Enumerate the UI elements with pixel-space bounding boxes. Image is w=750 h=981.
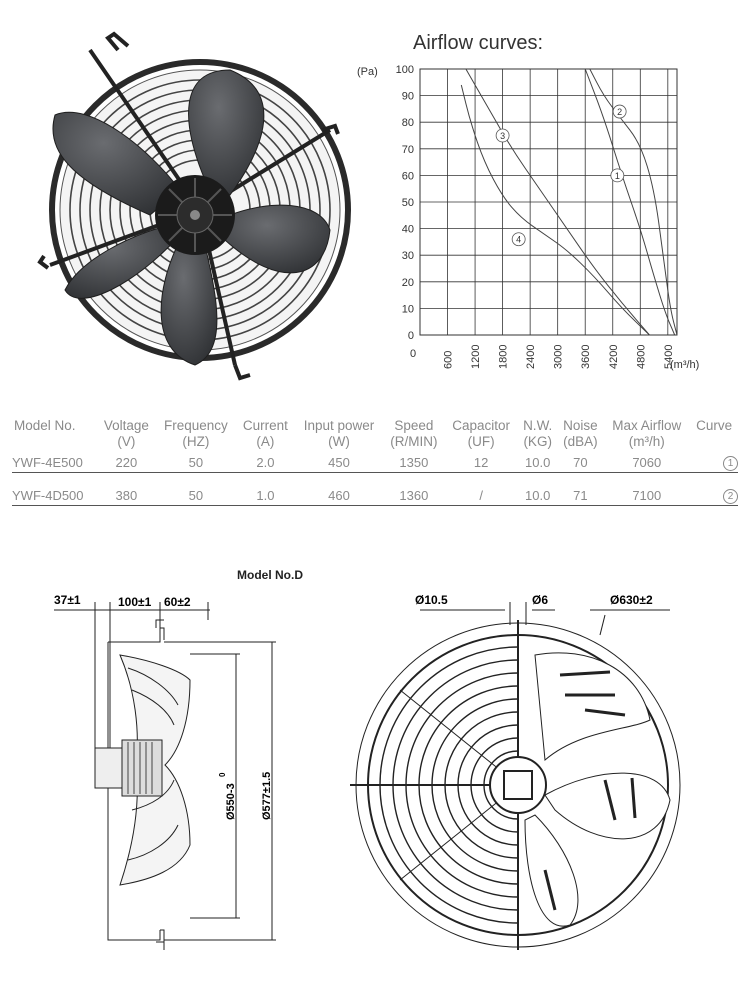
x-tick-label: 1800 xyxy=(497,344,510,369)
series-label-2: 2 xyxy=(617,107,623,118)
column-header-unit: (m³/h) xyxy=(628,434,665,449)
y-tick-label: 60 xyxy=(401,170,414,183)
column-header xyxy=(12,418,97,450)
column-header-name: Frequency xyxy=(164,418,228,433)
dim-550: Ø550-3 xyxy=(225,783,237,820)
x-tick-label: 3600 xyxy=(580,344,593,369)
y-axis-ticks xyxy=(396,64,414,342)
column-header-unit: (HZ) xyxy=(182,434,210,449)
column-header-unit: (W) xyxy=(328,434,350,449)
front-view-drawing xyxy=(340,580,700,965)
table-cell: 12 xyxy=(444,450,518,473)
column-header-name: Max Airflow xyxy=(612,418,682,433)
table-cell: / xyxy=(444,485,518,506)
column-header-unit: (V) xyxy=(117,434,136,449)
column-header-unit: (A) xyxy=(256,434,275,449)
series-label-3: 3 xyxy=(500,131,506,141)
spec-table xyxy=(12,418,738,506)
dim-6: Ø6 xyxy=(532,593,549,607)
y-axis-label: (Pa) xyxy=(357,66,378,78)
y-tick-label: 80 xyxy=(401,117,414,130)
table-cell: 50 xyxy=(156,485,237,506)
table-cell: 380 xyxy=(97,485,155,506)
column-header-name: Current xyxy=(242,418,288,433)
column-header-name: N.W. xyxy=(523,418,553,433)
y-tick-label: 90 xyxy=(401,90,414,103)
x-tick-label: 5400 xyxy=(662,344,675,369)
column-header-unit: (dBA) xyxy=(563,434,598,449)
column-header-name: Input power xyxy=(303,418,375,433)
column-header xyxy=(518,418,558,450)
y-tick-label: 100 xyxy=(395,64,414,76)
y-tick-label: 30 xyxy=(401,250,414,263)
column-header xyxy=(383,418,444,450)
column-header-unit: (KG) xyxy=(523,434,552,449)
y-tick-label: 70 xyxy=(401,143,414,156)
x-tick-label: 4800 xyxy=(635,344,648,369)
table-cell: 10.0 xyxy=(518,485,558,506)
table-cell: 7100 xyxy=(603,485,690,506)
model-label: Model No.D xyxy=(237,568,303,582)
column-header-unit: (UF) xyxy=(467,434,495,449)
x-tick-label: 600 xyxy=(442,350,455,369)
table-cell: 460 xyxy=(295,485,384,506)
table-cell: 70 xyxy=(557,450,603,473)
table-row xyxy=(12,485,738,506)
y-tick-label: 10 xyxy=(401,303,414,316)
x-tick-label: 3000 xyxy=(552,344,565,369)
table-cell: 450 xyxy=(295,450,384,473)
curve-number-badge: 1 xyxy=(723,456,738,471)
table-cell: 7060 xyxy=(603,450,690,473)
chart-title: Airflow curves: xyxy=(413,32,544,54)
column-header-name: Voltage xyxy=(103,418,149,433)
column-header-name: Model No. xyxy=(14,418,76,433)
x-tick-label: 2400 xyxy=(525,344,538,369)
table-cell: YWF-4D500 xyxy=(12,485,97,506)
column-header xyxy=(690,418,738,450)
table-cell: 1360 xyxy=(383,485,444,506)
table-cell xyxy=(690,450,738,473)
dim-37: 37±1 xyxy=(54,593,81,607)
table-cell: 10.0 xyxy=(518,450,558,473)
table-row xyxy=(12,450,738,473)
column-header xyxy=(295,418,384,450)
table-cell xyxy=(690,485,738,506)
y-tick-label: 20 xyxy=(401,276,414,289)
dim-550-tol: 0 xyxy=(218,772,227,777)
dim-630: Ø630±2 xyxy=(610,593,653,607)
column-header xyxy=(97,418,155,450)
dim-577: Ø577±1.5 xyxy=(261,771,273,820)
table-header-row xyxy=(12,418,738,450)
column-header xyxy=(156,418,237,450)
column-header xyxy=(444,418,518,450)
x-axis-ticks xyxy=(410,345,675,369)
x-tick-label: 4200 xyxy=(607,344,620,369)
x-tick-label: 0 xyxy=(410,348,417,360)
table-cell: 220 xyxy=(97,450,155,473)
y-tick-label: 0 xyxy=(407,330,414,342)
dim-60: 60±2 xyxy=(164,595,191,609)
x-axis-label: (m³/h) xyxy=(670,359,700,371)
airflow-chart xyxy=(355,55,715,380)
column-header xyxy=(557,418,603,450)
column-header-name: Capacitor xyxy=(452,418,511,433)
table-cell: 50 xyxy=(156,450,237,473)
column-header-name: Speed xyxy=(394,418,434,433)
side-view-drawing xyxy=(40,580,290,970)
dim-10-5: Ø10.5 xyxy=(415,593,448,607)
curve-number-badge: 2 xyxy=(723,489,738,504)
fan-photo xyxy=(30,30,360,385)
x-tick-label: 1200 xyxy=(470,344,483,369)
table-cell: 1350 xyxy=(383,450,444,473)
table-cell: 71 xyxy=(557,485,603,506)
column-header xyxy=(236,418,294,450)
column-header xyxy=(603,418,690,450)
table-cell: 2.0 xyxy=(236,450,294,473)
column-header-name: Curve xyxy=(696,418,733,433)
column-header-name: Noise xyxy=(563,418,598,433)
series-label-4: 4 xyxy=(516,234,522,245)
y-tick-label: 40 xyxy=(401,223,414,236)
table-cell: YWF-4E500 xyxy=(12,450,97,473)
table-cell: 1.0 xyxy=(236,485,294,506)
y-tick-label: 50 xyxy=(401,197,414,209)
dim-100: 100±1 xyxy=(118,595,152,609)
series-label-1: 1 xyxy=(614,170,620,181)
column-header-unit: (R/MIN) xyxy=(390,434,438,449)
